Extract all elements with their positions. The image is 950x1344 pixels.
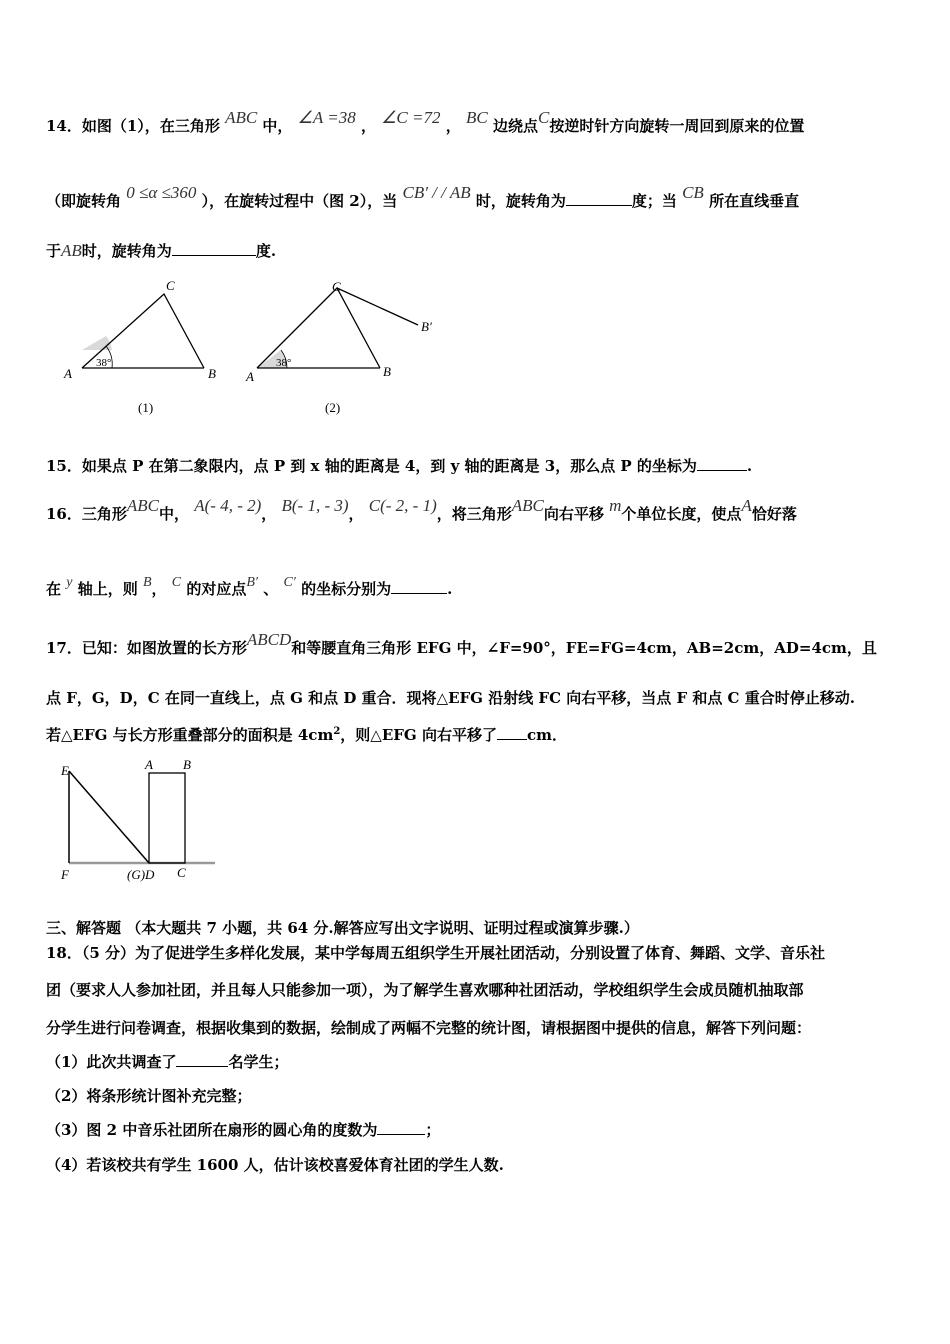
label-C: C (166, 278, 175, 293)
rotated-side-CB (337, 288, 418, 325)
caption-2: (2) (325, 400, 341, 415)
label-B-prime: B′ (421, 319, 432, 334)
point-B: B(- 1, - 3) (281, 496, 349, 515)
math-BC: BC (465, 108, 488, 127)
label-angle: 38° (96, 357, 112, 369)
q18-sub2: （2）将条形统计图补充完整； (46, 1087, 252, 1105)
label-B: B (183, 757, 191, 772)
triangle-figure-2 (240, 275, 450, 420)
math-C: C (537, 108, 550, 127)
q17-line2: 点 F，G，D，C 在同一直线上，点 G 和点 D 重合．现将△EFG 沿射线 FC 向右平移，当点 F 和点 C 重合时停止移动. (46, 689, 855, 707)
label-A: A (64, 366, 72, 381)
q16-line1: 16．三角形ABC中， A(- 4, - 2)， B(- 1, - 3)， C(- 2, - 1)，将三角形ABC向右平移 m个单位长度，使点A恰好落 (46, 496, 797, 523)
q17-line3: 若△EFG 与长方形重叠部分的面积是 $4cm^2$，则△EFG 向右平移了 cm． (46, 726, 567, 744)
math-parallel: CB′ / / AB (402, 183, 471, 202)
math-C: C (171, 575, 182, 590)
rectangle-triangle-figure (55, 755, 225, 890)
math-ABC: ABC (126, 496, 159, 515)
section-3-heading: 三、解答题 （本大题共 7 小题，共 64 分.解答应写出文字说明、证明过程或演算步骤.） (46, 919, 639, 937)
label-B: B (208, 366, 216, 381)
math-C-prime: C′ (283, 575, 296, 590)
q18-line3: 分学生进行问卷调查，根据收集到的数据，绘制成了两幅不完整的统计图，请根据图中提供的信息，解答下列问题： (46, 1019, 812, 1037)
answer-blank[interactable] (377, 1120, 425, 1135)
q14-line3: 于AB时，旋转角为 度. (46, 241, 277, 260)
label-angle: 38° (276, 357, 292, 369)
answer-blank[interactable] (497, 725, 527, 740)
label-C: C (332, 279, 341, 294)
label-A: A (145, 757, 153, 772)
q18-sub3: （3）图 2 中音乐社团所在扇形的圆心角的度数为 ； (46, 1121, 441, 1139)
q18-sub1: （1）此次共调查了 名学生； (46, 1053, 289, 1071)
math-angle-C: ∠C =72 (381, 108, 441, 127)
label-G-D: (G)D (127, 867, 155, 882)
math-m: m (609, 496, 622, 515)
answer-blank[interactable] (566, 191, 632, 206)
label-E: E (61, 763, 69, 778)
point-A: A(- 4, - 2) (194, 496, 262, 515)
math-CB: CB (682, 183, 704, 202)
math-A: A (741, 496, 752, 515)
label-F: F (61, 867, 69, 882)
q14-line2: （即旋转角 0 ≤α ≤360 ），在旋转过程中（图 2），当 CB′ / / AB 时，旋转角为 度；当 CB 所在直线垂直 (46, 183, 800, 210)
label-A: A (246, 369, 254, 384)
math-AB: AB (61, 241, 82, 260)
q17-line1: 17．已知：如图放置的长方形ABCD和等腰直角三角形 EFG 中，∠F=90°，FE=FG=4cm，AB=2cm，AD=4cm，且 (46, 630, 877, 657)
caption-1: (1) (138, 400, 154, 415)
q18-line1: 18．（5 分）为了促进学生多样化发展，某中学每周五组织学生开展社团活动，分别设置了体育、舞蹈、文学、音乐社 (46, 944, 826, 962)
answer-blank[interactable] (172, 241, 256, 256)
answer-blank[interactable] (391, 579, 447, 594)
q16-line2: 在 y 轴上，则 B， C 的对应点B′ 、 C′ 的坐标分别为 . (46, 575, 453, 598)
q18-sub4: （4）若该校共有学生 1600 人，估计该校喜爱体育社团的学生人数. (46, 1156, 504, 1174)
math-rotation-range: 0 ≤α ≤360 (126, 183, 197, 202)
label-C: C (177, 865, 186, 880)
q18-line2: 团（要求人人参加社团，并且每人只能参加一项），为了解学生喜欢哪种社团活动，学校组织学生会成员随机抽取部 (46, 981, 804, 999)
label-B: B (383, 364, 391, 379)
math-ABC: ABC (511, 496, 544, 515)
triangle-figure-1 (55, 275, 235, 420)
side-EG (69, 771, 149, 863)
point-C: C(- 2, - 1) (368, 496, 437, 515)
rectangle-ABCD (149, 773, 185, 863)
answer-blank[interactable] (176, 1052, 228, 1067)
math-B-prime: B′ (246, 575, 258, 590)
math-ABC: ABC (225, 108, 258, 127)
q14-line1: 14．如图（1），在三角形 ABC 中， ∠A =38 ， ∠C =72 ， BC 边绕点C按逆时针方向旋转一周回到原来的位置 (46, 108, 805, 135)
math-ABCD: ABCD (246, 630, 292, 649)
q15-line: 15．如果点 P 在第二象限内，点 P 到 x 轴的距离是 4，到 y 轴的距离是 3，那么点 P 的坐标为 . (46, 457, 753, 475)
math-B: B (142, 575, 152, 590)
math-angle-A: ∠A =38 (297, 108, 356, 127)
math-y: y (66, 575, 73, 590)
answer-blank[interactable] (697, 456, 747, 471)
